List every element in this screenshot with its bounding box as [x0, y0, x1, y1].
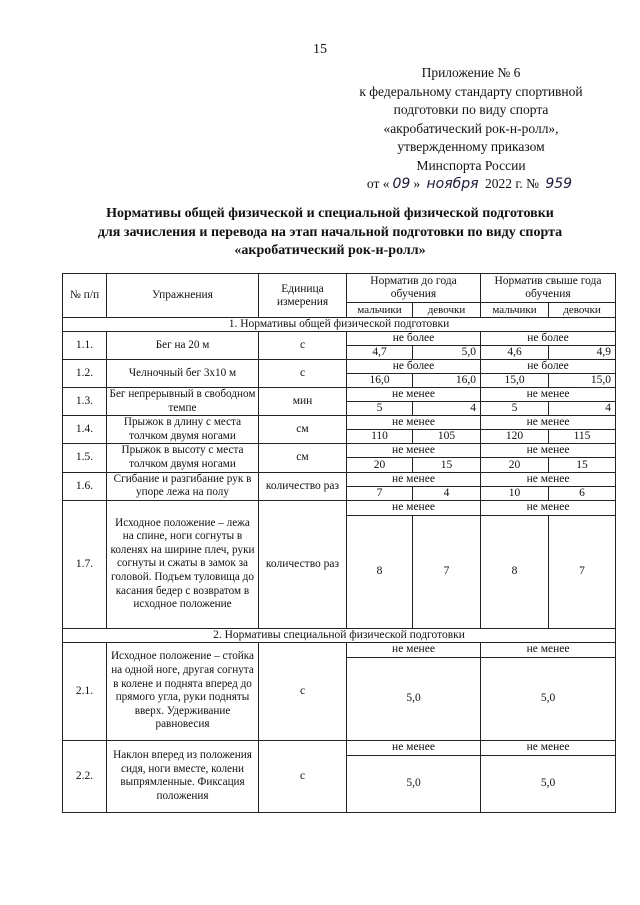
value-girls-before: 4 — [413, 402, 481, 416]
value-girls-before: 5,0 — [413, 346, 481, 360]
value-boys-after: 10 — [481, 486, 549, 500]
value-boys-after: 8 — [481, 515, 549, 628]
table-row — [63, 388, 616, 402]
row-exercise: Прыжок в высоту с места толчком двумя ногами — [107, 444, 259, 472]
row-condition: не более — [481, 332, 616, 346]
value-girls-before: 105 — [413, 430, 481, 444]
row-condition: не менее — [481, 444, 616, 458]
row-condition: не менее — [347, 472, 481, 486]
header-boys: мальчики — [481, 303, 549, 318]
value-girls-after: 7 — [549, 515, 616, 628]
table-row — [63, 642, 616, 657]
value-girls-after: 6 — [549, 486, 616, 500]
value-after: 5,0 — [481, 657, 616, 740]
header-unit: Единица измерения — [259, 274, 347, 318]
handwritten-day: 09 — [392, 176, 411, 192]
value-boys-before: 4,7 — [347, 346, 413, 360]
row-unit: с — [259, 740, 347, 812]
value-boys-after: 5 — [481, 402, 549, 416]
section-row — [63, 318, 616, 332]
title-line: для зачисления и перевода на этап начальной подготовки по виду спорта — [97, 224, 563, 240]
value-girls-before: 16,0 — [413, 374, 481, 388]
row-unit: см — [259, 444, 347, 472]
row-condition: не менее — [347, 500, 481, 515]
value-boys-after: 4,6 — [481, 346, 549, 360]
appendix-header — [336, 64, 606, 194]
table-row — [63, 444, 616, 458]
row-unit: количество раз — [259, 500, 347, 628]
row-num: 1.2. — [63, 360, 107, 388]
handwritten-order-number: 959 — [545, 176, 573, 192]
row-num: 1.1. — [63, 332, 107, 360]
appendix-line: подготовки по виду спорта — [393, 102, 549, 117]
header-row — [63, 274, 616, 303]
row-exercise: Сгибание и разгибание рук в упоре лежа на полу — [107, 472, 259, 500]
value-boys-after: 20 — [481, 458, 549, 472]
value-boys-before: 8 — [347, 515, 413, 628]
value-boys-after: 15,0 — [481, 374, 549, 388]
row-num: 1.7. — [63, 500, 107, 628]
value-before: 5,0 — [347, 755, 481, 812]
row-condition: не более — [347, 332, 481, 346]
row-condition: не менее — [481, 472, 616, 486]
value-boys-before: 16,0 — [347, 374, 413, 388]
row-num: 1.6. — [63, 472, 107, 500]
row-exercise: Наклон вперед из положения сидя, ноги вместе, колени выпрямленные. Фиксация положения — [107, 740, 259, 812]
row-num: 2.2. — [63, 740, 107, 812]
row-unit: количество раз — [259, 472, 347, 500]
row-unit: с — [259, 332, 347, 360]
appendix-line: Приложение № 6 — [421, 65, 521, 80]
row-condition: не менее — [481, 388, 616, 402]
title-line: Нормативы общей физической и специальной физической подготовки — [106, 206, 554, 221]
row-condition: не менее — [347, 444, 481, 458]
date-year: 2022 г. № — [484, 176, 539, 191]
row-exercise: Челночный бег 3х10 м — [107, 360, 259, 388]
row-condition: не менее — [481, 416, 616, 430]
row-condition: не менее — [481, 740, 616, 755]
row-unit: мин — [259, 388, 347, 416]
row-condition: не менее — [347, 416, 481, 430]
appendix-line: утвержденному приказом — [397, 139, 545, 154]
title-line: «акробатический рок-н-ролл» — [234, 243, 426, 258]
header-exercise: Упражнения — [107, 274, 259, 318]
appendix-line: «акробатический рок-н-ролл», — [383, 120, 559, 136]
table-row — [63, 472, 616, 486]
row-condition: не менее — [481, 642, 616, 657]
value-boys-after: 120 — [481, 430, 549, 444]
section-title: 1. Нормативы общей физической подготовки — [63, 318, 616, 332]
table-row — [63, 332, 616, 346]
row-num: 1.3. — [63, 388, 107, 416]
appendix-line: Минспорта России — [416, 157, 526, 173]
section-row — [63, 628, 616, 642]
date-prefix: от « — [366, 176, 390, 191]
value-before: 5,0 — [347, 657, 481, 740]
handwritten-month: ноября — [426, 176, 479, 192]
value-after: 5,0 — [481, 755, 616, 812]
row-condition: не более — [481, 360, 616, 374]
table-row — [63, 740, 616, 755]
header-norm-before: Норматив до года обучения — [347, 274, 481, 303]
row-condition: не менее — [347, 740, 481, 755]
header-boys: мальчики — [347, 303, 413, 318]
row-num: 1.4. — [63, 416, 107, 444]
table-row — [63, 416, 616, 430]
row-exercise: Бег на 20 м — [107, 332, 259, 360]
row-exercise: Прыжок в длину с места толчком двумя ногами — [107, 416, 259, 444]
row-num: 1.5. — [63, 444, 107, 472]
appendix-line: к федеральному стандарту спортивной — [359, 83, 583, 99]
row-unit: см — [259, 416, 347, 444]
date-mid: » — [413, 176, 421, 191]
table-row — [63, 500, 616, 515]
row-unit: с — [259, 642, 347, 740]
value-boys-before: 110 — [347, 430, 413, 444]
row-condition: не менее — [481, 500, 616, 515]
row-num: 2.1. — [63, 642, 107, 740]
value-boys-before: 5 — [347, 402, 413, 416]
row-exercise: Исходное положение – лежа на спине, ноги согнуты в коленях на ширине плеч, руки согнуты и сжаты в замок за головой. Подъем туловища до касания бедер с возвратом в исходное положение — [107, 500, 259, 628]
appendix-date-line — [336, 175, 606, 194]
value-girls-after: 4 — [549, 402, 616, 416]
page-number: 15 — [313, 42, 327, 57]
table-row — [63, 360, 616, 374]
value-girls-after: 115 — [549, 430, 616, 444]
header-girls: девочки — [413, 303, 481, 318]
section-title: 2. Нормативы специальной физической подготовки — [63, 628, 616, 642]
norms-table — [62, 273, 616, 813]
document-title — [70, 205, 590, 261]
value-boys-before: 20 — [347, 458, 413, 472]
row-condition: не менее — [347, 388, 481, 402]
row-unit: с — [259, 360, 347, 388]
row-exercise: Бег непрерывный в свободном темпе — [107, 388, 259, 416]
header-norm-after: Норматив свыше года обучения — [481, 274, 616, 303]
value-girls-after: 15,0 — [549, 374, 616, 388]
value-girls-before: 4 — [413, 486, 481, 500]
value-boys-before: 7 — [347, 486, 413, 500]
value-girls-before: 15 — [413, 458, 481, 472]
row-exercise: Исходное положение – стойка на одной ноге, другая согнута в колене и поднята вперед до прямого угла, руки подняты вверх. Удерживание равновесия — [107, 642, 259, 740]
header-num: № п/п — [63, 274, 107, 318]
value-girls-after: 15 — [549, 458, 616, 472]
value-girls-before: 7 — [413, 515, 481, 628]
header-girls: девочки — [549, 303, 616, 318]
row-condition: не менее — [347, 642, 481, 657]
row-condition: не более — [347, 360, 481, 374]
value-girls-after: 4,9 — [549, 346, 616, 360]
